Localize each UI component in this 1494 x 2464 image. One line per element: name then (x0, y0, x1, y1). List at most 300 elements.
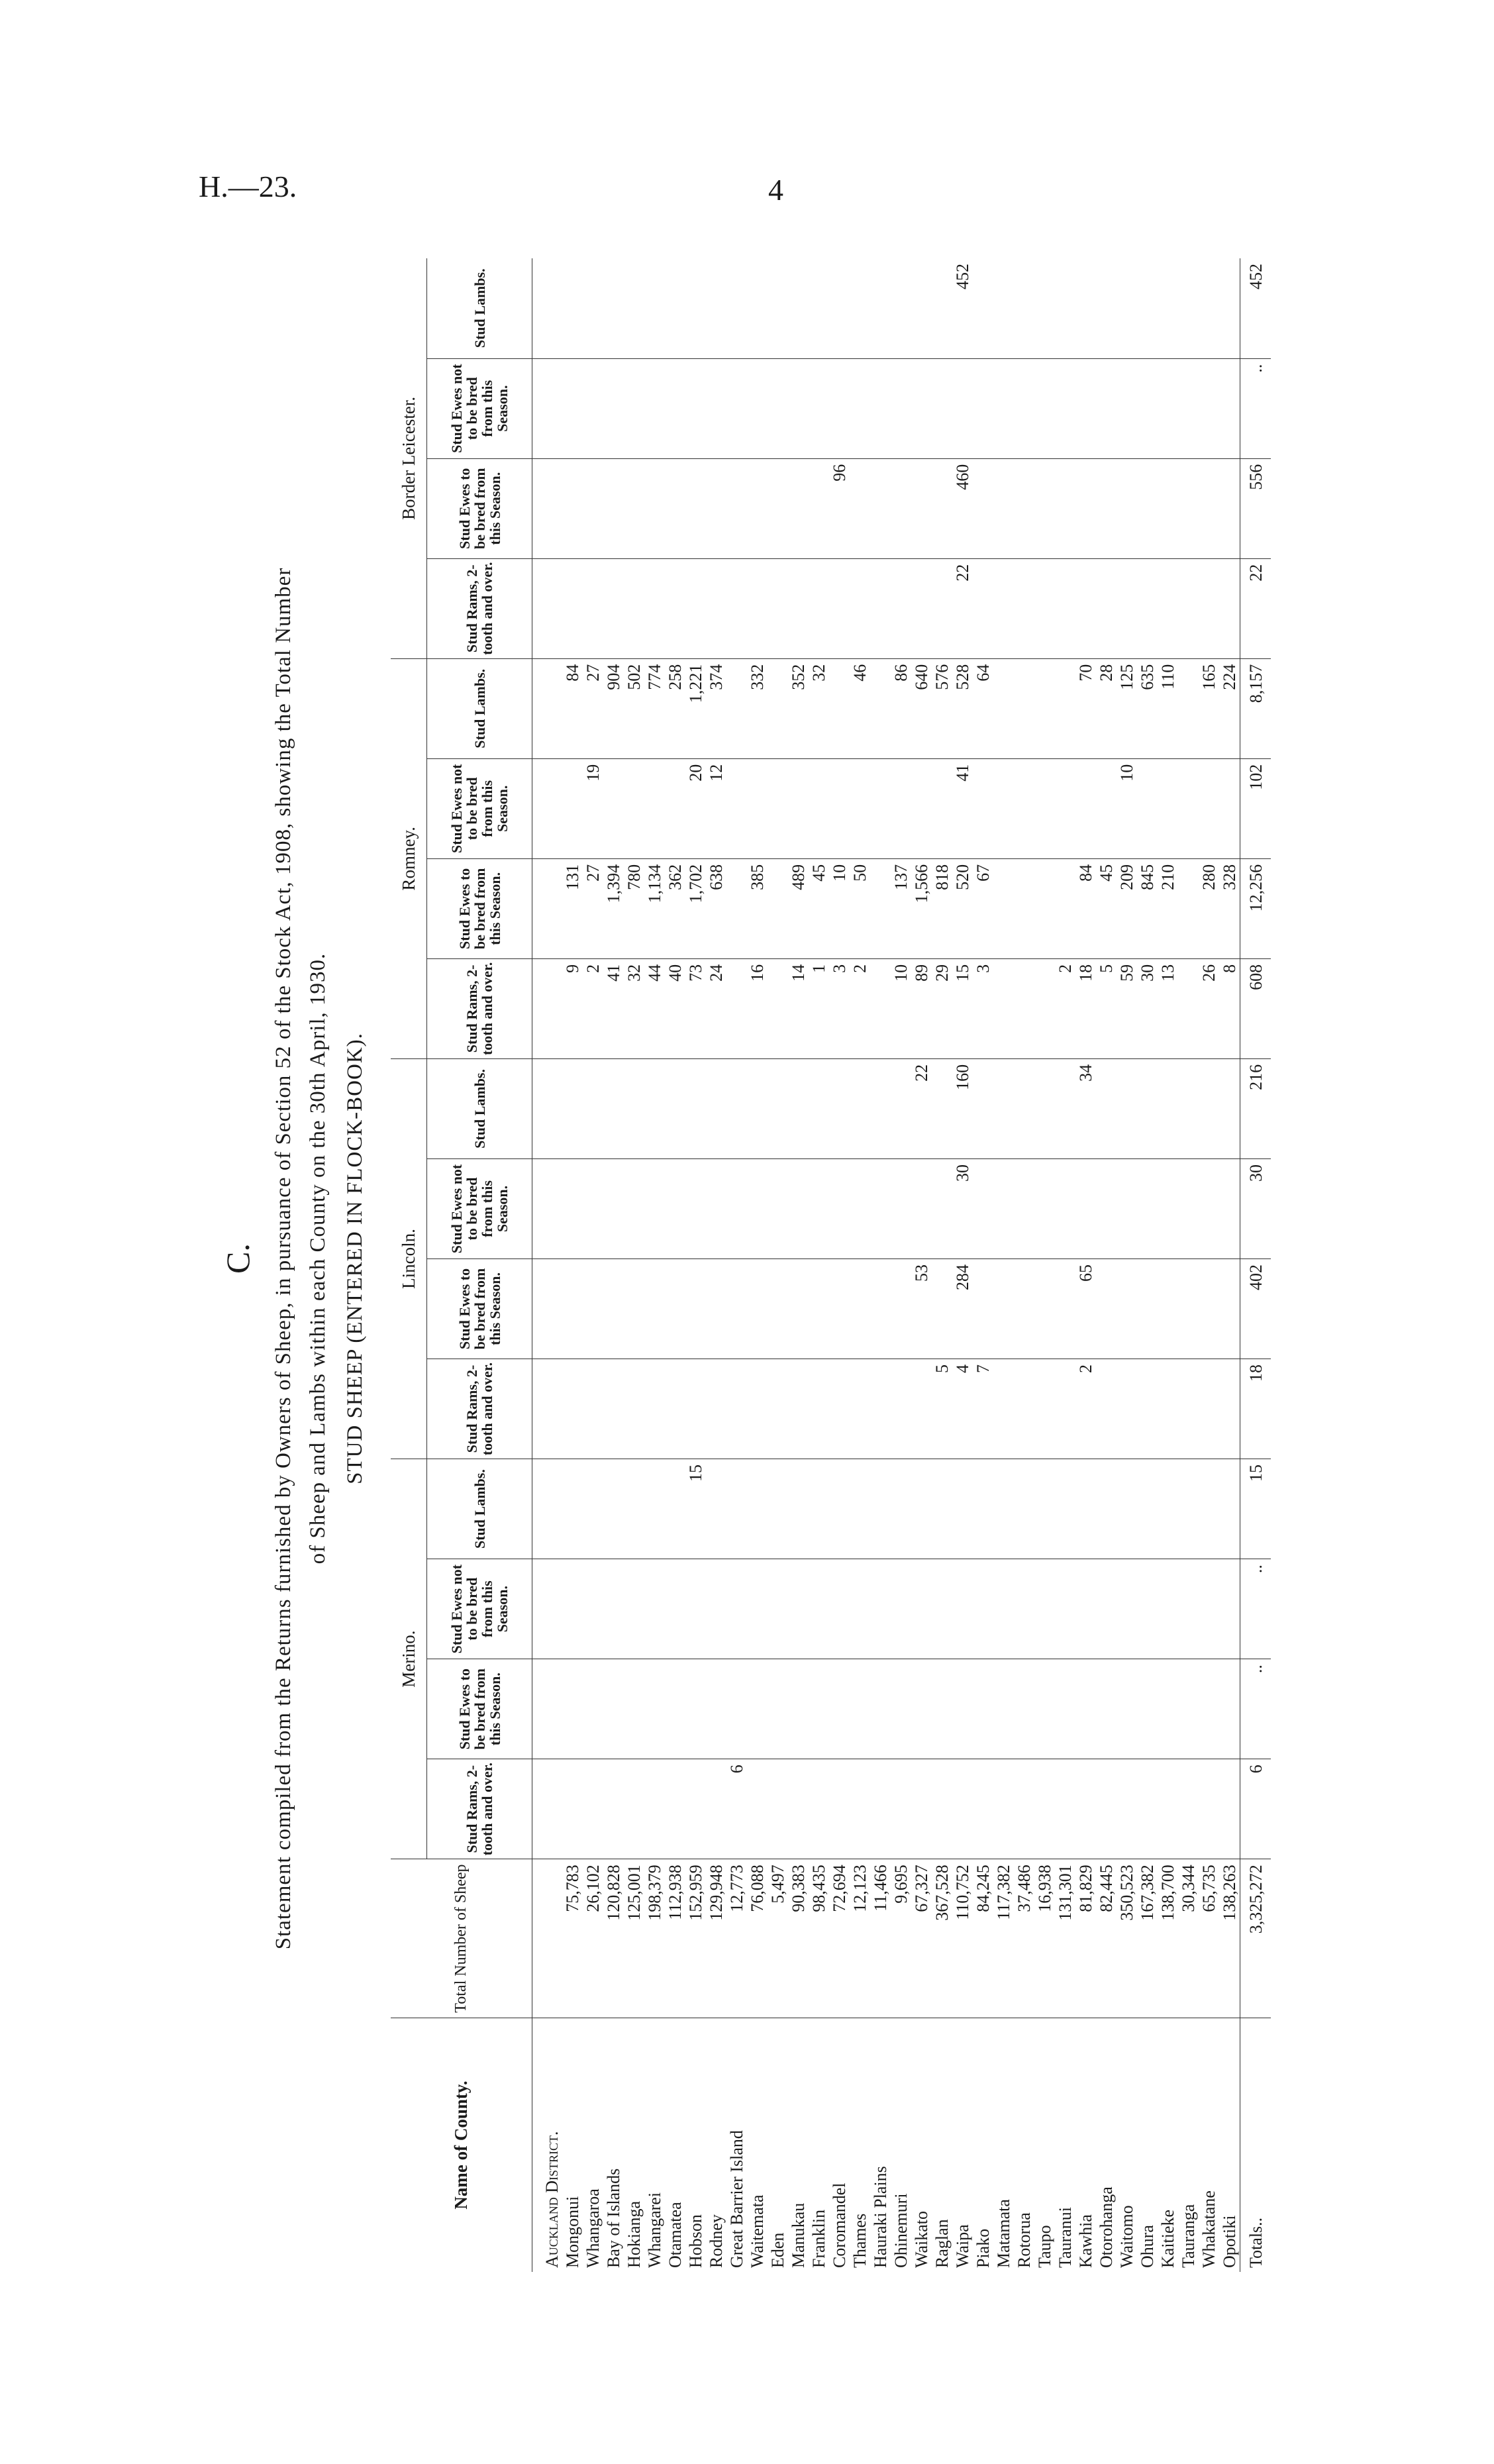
cell-value (1117, 1559, 1137, 1659)
total-sheep: 138,700 (1158, 1859, 1178, 2018)
cell-value: 70 (1075, 658, 1096, 758)
cell-value (993, 858, 1014, 958)
cell-value (809, 1659, 829, 1759)
cell-value (1137, 1659, 1158, 1759)
sub-header-1-3: Stud Lambs. (427, 1058, 532, 1158)
cell-value (1034, 1459, 1055, 1559)
cell-value (993, 1258, 1014, 1359)
cell-value: 904 (603, 658, 624, 758)
cell-value (726, 1659, 747, 1759)
cell-value (1178, 558, 1199, 658)
cell-value (809, 1559, 829, 1659)
totals-cell: .. (1240, 358, 1271, 458)
cell-value: 640 (911, 658, 932, 758)
cell-value: 280 (1199, 858, 1219, 958)
sub-header-2-1: Stud Ewes to be bred from this Season. (427, 858, 532, 958)
cell-value (829, 1158, 850, 1258)
cell-value (932, 258, 952, 358)
cell-value (644, 458, 665, 558)
table-row (685, 258, 706, 2272)
cell-value: 22 (911, 1058, 932, 1158)
cell-value (685, 258, 706, 358)
total-sheep: 167,382 (1137, 1859, 1158, 2018)
cell-value (1014, 1659, 1034, 1759)
cell-value (1014, 258, 1034, 358)
cell-value (644, 1158, 665, 1258)
cell-value (1075, 558, 1096, 658)
cell-value (1014, 958, 1034, 1058)
cell-value (870, 1659, 891, 1759)
table-row (644, 258, 665, 2272)
cell-value (685, 1659, 706, 1759)
cell-value (973, 258, 993, 358)
cell-value: 26 (1199, 958, 1219, 1058)
county-name: Taupo (1035, 2225, 1054, 2268)
county-name: Mongonui (563, 2196, 582, 2268)
cell-value (768, 1158, 788, 1258)
cell-value (788, 458, 809, 558)
cell-value (1034, 1058, 1055, 1158)
page-number: 4 (768, 173, 783, 207)
cell-value (768, 458, 788, 558)
cell-value (665, 1258, 685, 1359)
cell-value (911, 758, 932, 858)
cell-value (768, 358, 788, 458)
cell-value: 46 (850, 658, 870, 758)
cell-value: 520 (952, 858, 973, 958)
cell-value (665, 358, 685, 458)
cell-value: 284 (952, 1258, 973, 1359)
cell-value: 137 (891, 858, 911, 958)
cell-value (932, 1058, 952, 1158)
cell-value (1034, 958, 1055, 1058)
cell-value (829, 1359, 850, 1459)
cell-value (1117, 1258, 1137, 1359)
cell-value (624, 358, 644, 458)
cell-value: 258 (665, 658, 685, 758)
rotated-table-block (219, 238, 1311, 2279)
sub-header-0-3: Stud Lambs. (427, 1459, 532, 1559)
cell-value: 30 (952, 1158, 973, 1258)
cell-value (993, 1058, 1014, 1158)
table-row (1014, 258, 1034, 2272)
cell-value (603, 358, 624, 458)
county-name: Ohinemuri (891, 2193, 911, 2268)
county-name: Thames (850, 2213, 870, 2268)
county-name: Great Barrier Island (727, 2130, 746, 2268)
cell-value (993, 1158, 1014, 1258)
cell-value: 50 (850, 858, 870, 958)
table-row (726, 258, 747, 2272)
totals-cell: 8,157 (1240, 658, 1271, 758)
cell-value (1117, 358, 1137, 458)
cell-value (952, 1459, 973, 1559)
cell-value (932, 1258, 952, 1359)
cell-value (973, 458, 993, 558)
cell-value: 14 (788, 958, 809, 1058)
cell-value (1014, 558, 1034, 658)
cell-value (1034, 358, 1055, 458)
cell-value (911, 1459, 932, 1559)
cell-value (1034, 758, 1055, 858)
county-name: Otamatea (666, 2202, 685, 2268)
cell-value (809, 358, 829, 458)
cell-value (747, 1459, 768, 1559)
cell-value (891, 1359, 911, 1459)
cell-value (993, 1659, 1014, 1759)
cell-value (1219, 1058, 1240, 1158)
cell-value (644, 558, 665, 658)
total-sheep: 112,938 (665, 1859, 685, 2018)
cell-value: 1,221 (685, 658, 706, 758)
cell-value (1219, 1659, 1240, 1759)
county-name: Kawhia (1076, 2214, 1095, 2268)
county-name: Waipa (953, 2224, 972, 2268)
table-row (891, 258, 911, 2272)
cell-value (768, 1258, 788, 1359)
totals-cell: 30 (1240, 1158, 1271, 1258)
total-sheep: 12,773 (726, 1859, 747, 2018)
total-sheep: 90,383 (788, 1859, 809, 2018)
cell-value (788, 1359, 809, 1459)
cell-value (706, 1359, 726, 1459)
cell-value (1096, 1359, 1117, 1459)
cell-value (768, 258, 788, 358)
cell-value (809, 458, 829, 558)
cell-value: 635 (1137, 658, 1158, 758)
cell-value (1014, 1359, 1034, 1459)
cell-value (1055, 1659, 1075, 1759)
cell-value (1096, 458, 1117, 558)
cell-value: 16 (747, 958, 768, 1058)
cell-value (809, 1459, 829, 1559)
cell-value: 502 (624, 658, 644, 758)
cell-value (562, 1459, 583, 1559)
cell-value (1075, 1759, 1096, 1859)
totals-cell: 102 (1240, 758, 1271, 858)
cell-value (1075, 1459, 1096, 1559)
county-name: Opotiki (1220, 2215, 1239, 2268)
cell-value (973, 1459, 993, 1559)
cell-value (644, 258, 665, 358)
cell-value (891, 758, 911, 858)
cell-value (1219, 258, 1240, 358)
cell-value (624, 1759, 644, 1859)
cell-value: 131 (562, 858, 583, 958)
cell-value (1055, 1158, 1075, 1258)
cell-value (706, 1659, 726, 1759)
cell-value: 1,394 (603, 858, 624, 958)
cell-value (603, 458, 624, 558)
total-sheep: 11,466 (870, 1859, 891, 2018)
cell-value: 780 (624, 858, 644, 958)
total-sheep: 152,959 (685, 1859, 706, 2018)
table-row (809, 258, 829, 2272)
county-name: Otorohanga (1097, 2186, 1116, 2268)
cell-value (891, 358, 911, 458)
cell-value (973, 358, 993, 458)
cell-value (624, 1659, 644, 1759)
cell-value (850, 1359, 870, 1459)
cell-value: 125 (1117, 658, 1137, 758)
cell-value (1199, 358, 1219, 458)
cell-value (870, 858, 891, 958)
cell-value (1117, 1058, 1137, 1158)
cell-value (932, 1459, 952, 1559)
cell-value (726, 1359, 747, 1459)
county-name: Franklin (809, 2209, 828, 2268)
sub-header-0-1: Stud Ewes to be bred from this Season. (427, 1659, 532, 1759)
cell-value: 32 (624, 958, 644, 1058)
cell-value (1178, 858, 1199, 958)
cell-value (829, 1258, 850, 1359)
cell-value (788, 558, 809, 658)
table-row (1117, 258, 1137, 2272)
cell-value: 18 (1075, 958, 1096, 1058)
cell-value: 45 (809, 858, 829, 958)
county-name: Hokianga (624, 2200, 644, 2268)
cell-value: 489 (788, 858, 809, 958)
cell-value (747, 558, 768, 658)
cell-value (562, 1058, 583, 1158)
totals-row (1240, 258, 1271, 2272)
cell-value (788, 1058, 809, 1158)
cell-value (829, 1058, 850, 1158)
cell-value (1219, 1258, 1240, 1359)
cell-value (562, 1258, 583, 1359)
cell-value (1137, 558, 1158, 658)
cell-value: 110 (1158, 658, 1178, 758)
cell-value (1117, 1359, 1137, 1459)
county-name: Whakatane (1199, 2190, 1219, 2268)
cell-value (1034, 858, 1055, 958)
cell-value (644, 1759, 665, 1859)
cell-value (1137, 458, 1158, 558)
table-row (788, 258, 809, 2272)
cell-value (706, 1158, 726, 1258)
cell-value: 34 (1075, 1058, 1096, 1158)
table-row (1034, 258, 1055, 2272)
stud-sheep-table (391, 258, 1271, 2272)
cell-value (1178, 1058, 1199, 1158)
cell-value (685, 1759, 706, 1859)
cell-value (562, 1158, 583, 1258)
cell-value (809, 758, 829, 858)
county-name: Waikato (912, 2211, 931, 2268)
cell-value (644, 1258, 665, 1359)
cell-value: 528 (952, 658, 973, 758)
county-name: Eden (768, 2232, 787, 2268)
cell-value (973, 1559, 993, 1659)
cell-value (1137, 1258, 1158, 1359)
cell-value (603, 1559, 624, 1659)
cell-value (1158, 1659, 1178, 1759)
cell-value (685, 1359, 706, 1459)
table-row (829, 258, 850, 2272)
breed-header-romney: Romney. (391, 658, 427, 1058)
cell-value (665, 558, 685, 658)
table-row (1075, 258, 1096, 2272)
cell-value (1158, 1158, 1178, 1258)
cell-value (603, 1759, 624, 1859)
cell-value (726, 1559, 747, 1659)
cell-value (850, 558, 870, 658)
cell-value (1178, 1759, 1199, 1859)
cell-value (891, 1559, 911, 1659)
cell-value (850, 1759, 870, 1859)
cell-value (870, 558, 891, 658)
cell-value (726, 958, 747, 1058)
cell-value: 6 (726, 1759, 747, 1859)
county-name: Rotorua (1015, 2212, 1034, 2268)
cell-value (747, 1058, 768, 1158)
table-row (952, 258, 973, 2272)
cell-value (768, 1759, 788, 1859)
total-sheep: 76,088 (747, 1859, 768, 2018)
cell-value (870, 1559, 891, 1659)
cell-value (747, 1359, 768, 1459)
cell-value (1055, 358, 1075, 458)
cell-value (993, 1359, 1014, 1459)
total-sheep: 84,245 (973, 1859, 993, 2018)
cell-value: 44 (644, 958, 665, 1058)
cell-value (665, 258, 685, 358)
cell-value (685, 558, 706, 658)
cell-value (1178, 358, 1199, 458)
totals-cell: 556 (1240, 458, 1271, 558)
cell-value (583, 1258, 603, 1359)
cell-value (1055, 658, 1075, 758)
cell-value: 210 (1158, 858, 1178, 958)
cell-value (603, 1158, 624, 1258)
cell-value: 84 (562, 658, 583, 758)
cell-value: 2 (1055, 958, 1075, 1058)
total-sheep: 198,379 (644, 1859, 665, 2018)
cell-value (1096, 1659, 1117, 1759)
county-name: Tauranga (1179, 2204, 1198, 2268)
cell-value (1075, 258, 1096, 358)
cell-value (993, 1759, 1014, 1859)
cell-value (870, 958, 891, 1058)
cell-value: 67 (973, 858, 993, 958)
cell-value (911, 1659, 932, 1759)
cell-value (603, 1058, 624, 1158)
sub-header-1-2: Stud Ewes not to be bred from this Season. (427, 1158, 532, 1258)
cell-value (829, 1659, 850, 1759)
cell-value (1178, 458, 1199, 558)
cell-value (1199, 1759, 1219, 1859)
cell-value (747, 458, 768, 558)
breed-header-lincoln: Lincoln. (391, 1058, 427, 1459)
cell-value (1158, 1058, 1178, 1158)
cell-value (788, 358, 809, 458)
cell-value (809, 1759, 829, 1859)
cell-value (788, 758, 809, 858)
cell-value (932, 358, 952, 458)
cell-value: 165 (1199, 658, 1219, 758)
cell-value (726, 1058, 747, 1158)
cell-value (583, 358, 603, 458)
table-row (1158, 258, 1178, 2272)
total-sheep: 26,102 (583, 1859, 603, 2018)
cell-value (993, 358, 1014, 458)
cell-value (706, 1058, 726, 1158)
cell-value (726, 758, 747, 858)
cell-value (1158, 258, 1178, 358)
cell-value (1055, 1359, 1075, 1459)
cell-value (850, 258, 870, 358)
county-name: Hobson (686, 2214, 705, 2268)
cell-value: 86 (891, 658, 911, 758)
cell-value (1178, 958, 1199, 1058)
cell-value (1075, 1659, 1096, 1759)
cell-value (1014, 458, 1034, 558)
cell-value (1137, 1359, 1158, 1459)
cell-value (829, 258, 850, 358)
cell-value (1014, 358, 1034, 458)
cell-value (1117, 1158, 1137, 1258)
cell-value (1199, 1158, 1219, 1258)
table-row (747, 258, 768, 2272)
cell-value (768, 1459, 788, 1559)
cell-value (993, 658, 1014, 758)
cell-value (1158, 1258, 1178, 1359)
totals-cell: 452 (1240, 258, 1271, 358)
cell-value (809, 1258, 829, 1359)
county-name: Raglan (932, 2219, 952, 2268)
cell-value (1014, 658, 1034, 758)
cell-value (891, 1058, 911, 1158)
cell-value: 638 (706, 858, 726, 958)
cell-value (973, 1659, 993, 1759)
county-name: Matamata (994, 2199, 1013, 2268)
total-sheep: 98,435 (809, 1859, 829, 2018)
total-sheep: 129,948 (706, 1859, 726, 2018)
cell-value (1117, 258, 1137, 358)
district-row (542, 258, 562, 2272)
cell-value (870, 358, 891, 458)
cell-value (726, 258, 747, 358)
cell-value: 24 (706, 958, 726, 1058)
cell-value (624, 258, 644, 358)
cell-value (850, 758, 870, 858)
totals-cell: .. (1240, 1659, 1271, 1759)
total-sheep: 72,694 (829, 1859, 850, 2018)
cell-value (1014, 1759, 1034, 1859)
cell-value (1199, 1559, 1219, 1659)
cell-value (1117, 558, 1137, 658)
cell-value (768, 1559, 788, 1659)
cell-value (788, 1559, 809, 1659)
cell-value (973, 1058, 993, 1158)
cell-value (768, 658, 788, 758)
cell-value: 45 (1096, 858, 1117, 958)
sub-header-0-0: Stud Rams, 2-tooth and over. (427, 1759, 532, 1859)
cell-value (829, 1759, 850, 1859)
cell-value (1014, 1258, 1034, 1359)
sub-header-0-2: Stud Ewes not to be bred from this Season. (427, 1559, 532, 1659)
county-name: Piako (973, 2228, 993, 2268)
cell-value (829, 358, 850, 458)
cell-value (788, 1459, 809, 1559)
cell-value (973, 1759, 993, 1859)
cell-value (726, 1459, 747, 1559)
cell-value (1096, 358, 1117, 458)
cell-value (911, 1759, 932, 1859)
total-sheep: 110,752 (952, 1859, 973, 2018)
cell-value: 13 (1158, 958, 1178, 1058)
total-sheep: 16,938 (1034, 1859, 1055, 2018)
